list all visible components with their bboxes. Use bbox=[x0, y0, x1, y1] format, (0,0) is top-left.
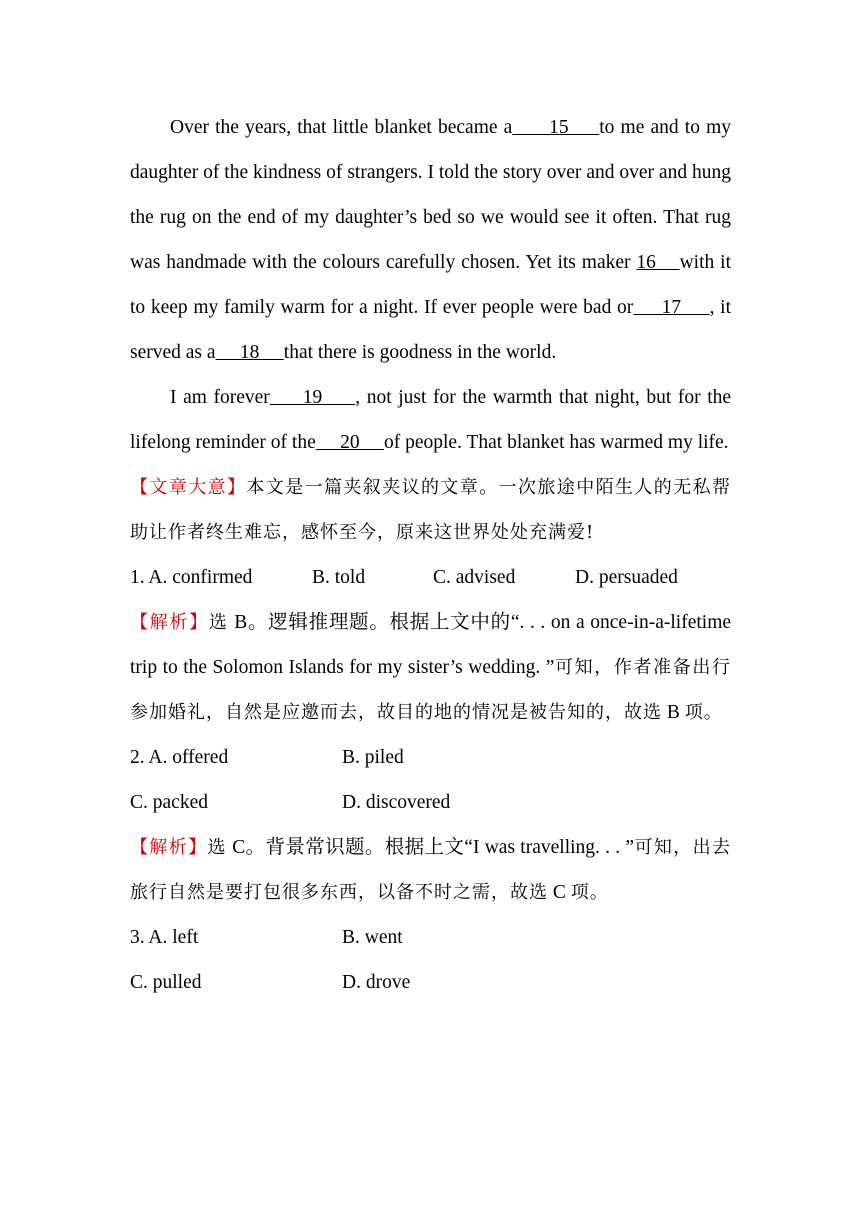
option-d: D. persuaded bbox=[575, 567, 678, 588]
option-a: 3. A. left bbox=[130, 927, 199, 948]
option-c: C. advised bbox=[433, 567, 516, 588]
option-d: D. drove bbox=[342, 972, 411, 993]
explanation-text: C bbox=[548, 882, 571, 903]
passage-text: Over the years, that little blanket became a bbox=[170, 117, 513, 138]
question-2-options-row-1 bbox=[130, 735, 731, 780]
explanation-tag: 【解析】 bbox=[130, 837, 208, 858]
blank-18: 18 bbox=[215, 342, 284, 363]
passage-text: that there is goodness in the world. bbox=[283, 342, 557, 363]
question-2-explanation bbox=[130, 825, 731, 915]
question-1-options bbox=[130, 555, 731, 600]
question-3-options-row-1 bbox=[130, 915, 731, 960]
explanation-tag: 【解析】 bbox=[130, 612, 209, 633]
option-d: D. discovered bbox=[342, 792, 451, 813]
explanation-text: B bbox=[662, 702, 685, 723]
option-c: C. pulled bbox=[130, 972, 202, 993]
passage-text: , it served as a bbox=[130, 297, 731, 363]
option-b: B. went bbox=[342, 927, 403, 948]
blank-17: 17 bbox=[633, 297, 710, 318]
question-2-options-row-2 bbox=[130, 780, 731, 825]
option-a: 1. A. confirmed bbox=[130, 567, 253, 588]
explanation-text: 选 bbox=[207, 837, 227, 858]
summary-text: 本文是一篇夹叙夹议的文章。一次旅途中陌生人的无私帮助让作者终生难忘，感怀至今，原来这世界处处充满爱! bbox=[130, 477, 732, 543]
option-b: B. piled bbox=[342, 747, 404, 768]
blank-20: 20 bbox=[315, 432, 384, 453]
passage-text: , not just for the warmth that night, but for the lifelong reminder of the bbox=[130, 387, 732, 453]
explanation-text: 项。 bbox=[684, 702, 723, 723]
blank-19: 19 bbox=[269, 387, 356, 408]
blank-16: 16 bbox=[636, 252, 680, 273]
question-3-options-row-2 bbox=[130, 960, 731, 1005]
question-1-explanation bbox=[130, 600, 731, 735]
option-c: C. packed bbox=[130, 792, 208, 813]
document-content bbox=[130, 105, 731, 1005]
explanation-text: B。逻辑推理题。根据上文中的“. . . on a once-in-a-lifetime trip to the Solomon Islands for my sister’s wedding. ” bbox=[130, 612, 732, 678]
passage-text: of people. That blanket has warmed my life. bbox=[383, 432, 729, 453]
passage-text: I am forever bbox=[170, 387, 270, 408]
passage-paragraph-1 bbox=[130, 105, 731, 375]
explanation-text: 可知，作者准备出行参加婚礼，自然是应邀而去，故目的地的情况是被告知的，故选 bbox=[130, 657, 731, 723]
summary-paragraph bbox=[130, 465, 731, 555]
explanation-text: 选 bbox=[208, 612, 229, 633]
explanation-text: 项。 bbox=[570, 882, 609, 903]
option-b: B. told bbox=[312, 567, 366, 588]
explanation-text: 可知，出去旅行自然是要打包很多东西，以备不时之需，故选 bbox=[130, 837, 732, 903]
option-a: 2. A. offered bbox=[130, 747, 229, 768]
passage-paragraph-2 bbox=[130, 375, 731, 465]
passage-text: to me and to my daughter of the kindness of strangers. I told the story over and over and hung the rug on the end of my daughter’s bed so we would see it often. That rug was handmade with the colours carefully chosen. Yet its maker bbox=[130, 117, 732, 273]
passage-text: with it to keep my family warm for a night. If ever people were bad or bbox=[130, 252, 731, 318]
explanation-text: C。背景常识题。根据上文“I was travelling. . . ” bbox=[226, 837, 635, 858]
blank-15: 15 bbox=[512, 117, 600, 138]
summary-tag: 【文章大意】 bbox=[130, 477, 247, 498]
